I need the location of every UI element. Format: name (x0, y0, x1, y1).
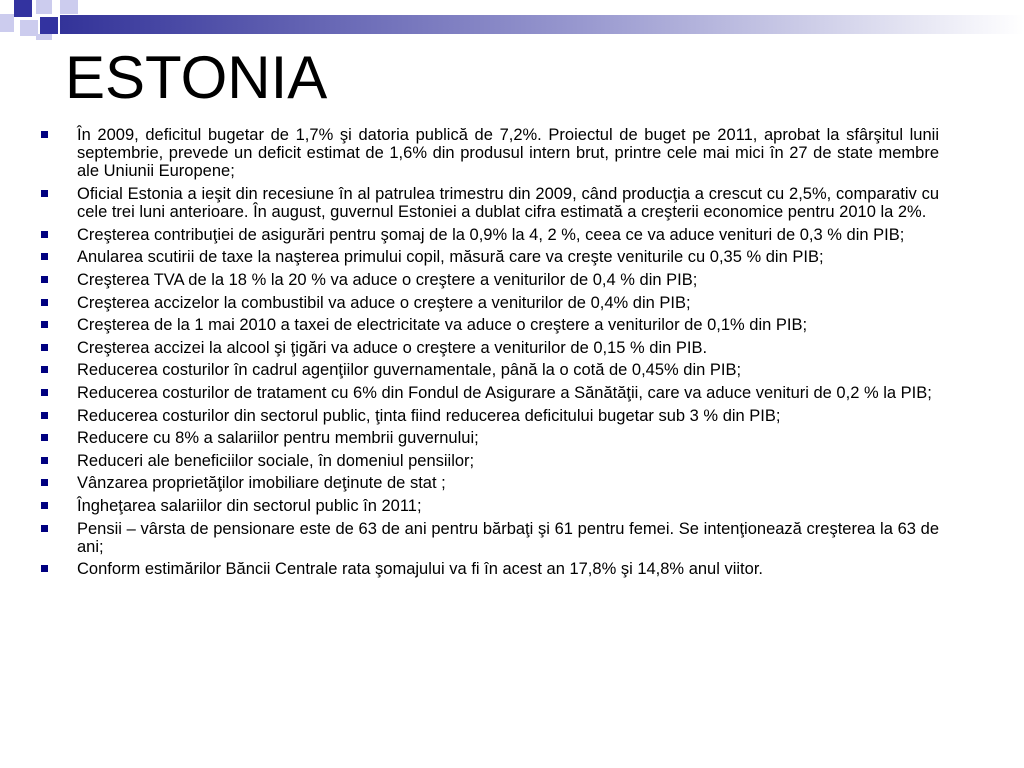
bullet-item (41, 520, 939, 556)
bullet-item (41, 429, 939, 447)
deco-square-light-5 (36, 34, 52, 40)
bullet-text: Creşterea accizelor la combustibil va aduce o creştere a veniturilor de 0,4% din PIB; (77, 293, 691, 312)
deco-square-dark-2 (40, 17, 58, 34)
bullet-item (41, 339, 939, 357)
deco-square-dark-1 (14, 0, 32, 17)
bullet-text: Creşterea TVA de la 18 % la 20 % va aduce o creştere a veniturilor de 0,4 % din PIB; (77, 270, 698, 289)
square-bullet-icon (41, 502, 48, 509)
square-bullet-icon (41, 253, 48, 260)
bullet-item (41, 316, 939, 334)
bullet-item (41, 294, 939, 312)
bullet-text: Creşterea de la 1 mai 2010 a taxei de electricitate va aduce o creştere a veniturilor de 0,1% din PIB; (77, 316, 808, 335)
deco-square-light-4 (60, 0, 78, 14)
square-bullet-icon (41, 276, 48, 283)
bullet-item (41, 407, 939, 425)
deco-square-light-2 (0, 14, 14, 32)
bullet-text: Conform estimărilor Băncii Centrale rata şomajului va fi în acest an 17,8% şi 14,8% anul viitor. (77, 560, 763, 579)
bullet-text: Reducerea costurilor de tratament cu 6% din Fondul de Asigurare a Sănătăţii, care va aduce venituri de 0,2 % la PIB; (77, 383, 932, 402)
bullet-item (41, 497, 939, 515)
slide-header-decoration (0, 0, 1024, 40)
square-bullet-icon (41, 231, 48, 238)
slide-title: ESTONIA (65, 44, 328, 111)
bullet-text: Îngheţarea salariilor din sectorul public în 2011; (77, 496, 422, 515)
bullet-item (41, 452, 939, 470)
bullet-item (41, 126, 939, 181)
bullet-text: Vânzarea proprietăţilor imobiliare deţinute de stat ; (77, 474, 446, 493)
bullet-text: Creşterea accizei la alcool şi ţigări va aduce o creştere a veniturilor de 0,15 % din PIB. (77, 338, 708, 357)
header-gradient-bar (60, 15, 1024, 34)
deco-square-light-1 (36, 0, 52, 14)
square-bullet-icon (41, 366, 48, 373)
bullet-text: Reducerea costurilor în cadrul agenţiilor guvernamentale, până la o cotă de 0,45% din PIB; (77, 361, 742, 380)
bullet-item (41, 560, 939, 578)
bullet-item (41, 474, 939, 492)
bullet-item (41, 384, 939, 402)
bullet-list (41, 126, 939, 583)
square-bullet-icon (41, 525, 48, 532)
square-bullet-icon (41, 131, 48, 138)
bullet-text: Reducere cu 8% a salariilor pentru membrii guvernului; (77, 429, 479, 448)
square-bullet-icon (41, 321, 48, 328)
bullet-item (41, 185, 939, 221)
bullet-text: Oficial Estonia a ieşit din recesiune în al patrulea trimestru din 2009, când producţia a crescut cu 2,5%, comparativ cu cele trei luni anterioare. În august, guvernul Estoniei a dublat cifra estimată a creşterii economice pentru 2010 la 2%. (77, 185, 939, 222)
bullet-item (41, 271, 939, 289)
square-bullet-icon (41, 190, 48, 197)
square-bullet-icon (41, 299, 48, 306)
bullet-text: Pensii – vârsta de pensionare este de 63 de ani pentru bărbaţi şi 61 pentru femei. Se intenţionează creşterea la 63 de ani; (77, 519, 939, 556)
bullet-item (41, 248, 939, 266)
square-bullet-icon (41, 344, 48, 351)
square-bullet-icon (41, 412, 48, 419)
square-bullet-icon (41, 389, 48, 396)
square-bullet-icon (41, 479, 48, 486)
bullet-item (41, 226, 939, 244)
square-bullet-icon (41, 434, 48, 441)
bullet-text: Anularea scutirii de taxe la naşterea primului copil, măsură care va creşte veniturile cu 0,35 % din PIB; (77, 248, 824, 267)
square-bullet-icon (41, 565, 48, 572)
bullet-item (41, 361, 939, 379)
square-bullet-icon (41, 457, 48, 464)
deco-square-light-3 (20, 20, 38, 36)
bullet-text: Reduceri ale beneficiilor sociale, în domeniul pensiilor; (77, 451, 475, 470)
bullet-text: Creşterea contribuţiei de asigurări pentru şomaj de la 0,9% la 4, 2 %, ceea ce va aduce venituri de 0,3 % din PIB; (77, 225, 905, 244)
bullet-text: Reducerea costurilor din sectorul public, ţinta fiind reducerea deficitului bugetar sub 3 % din PIB; (77, 406, 781, 425)
bullet-text: În 2009, deficitul bugetar de 1,7% şi datoria publică de 7,2%. Proiectul de buget pe 2011, aprobat la sfârşitul lunii septembrie, prevede un deficit estimat de 1,6% din produsul intern brut, printre cele mai mici în 27 de state membre ale Uniunii Europene; (77, 126, 939, 181)
